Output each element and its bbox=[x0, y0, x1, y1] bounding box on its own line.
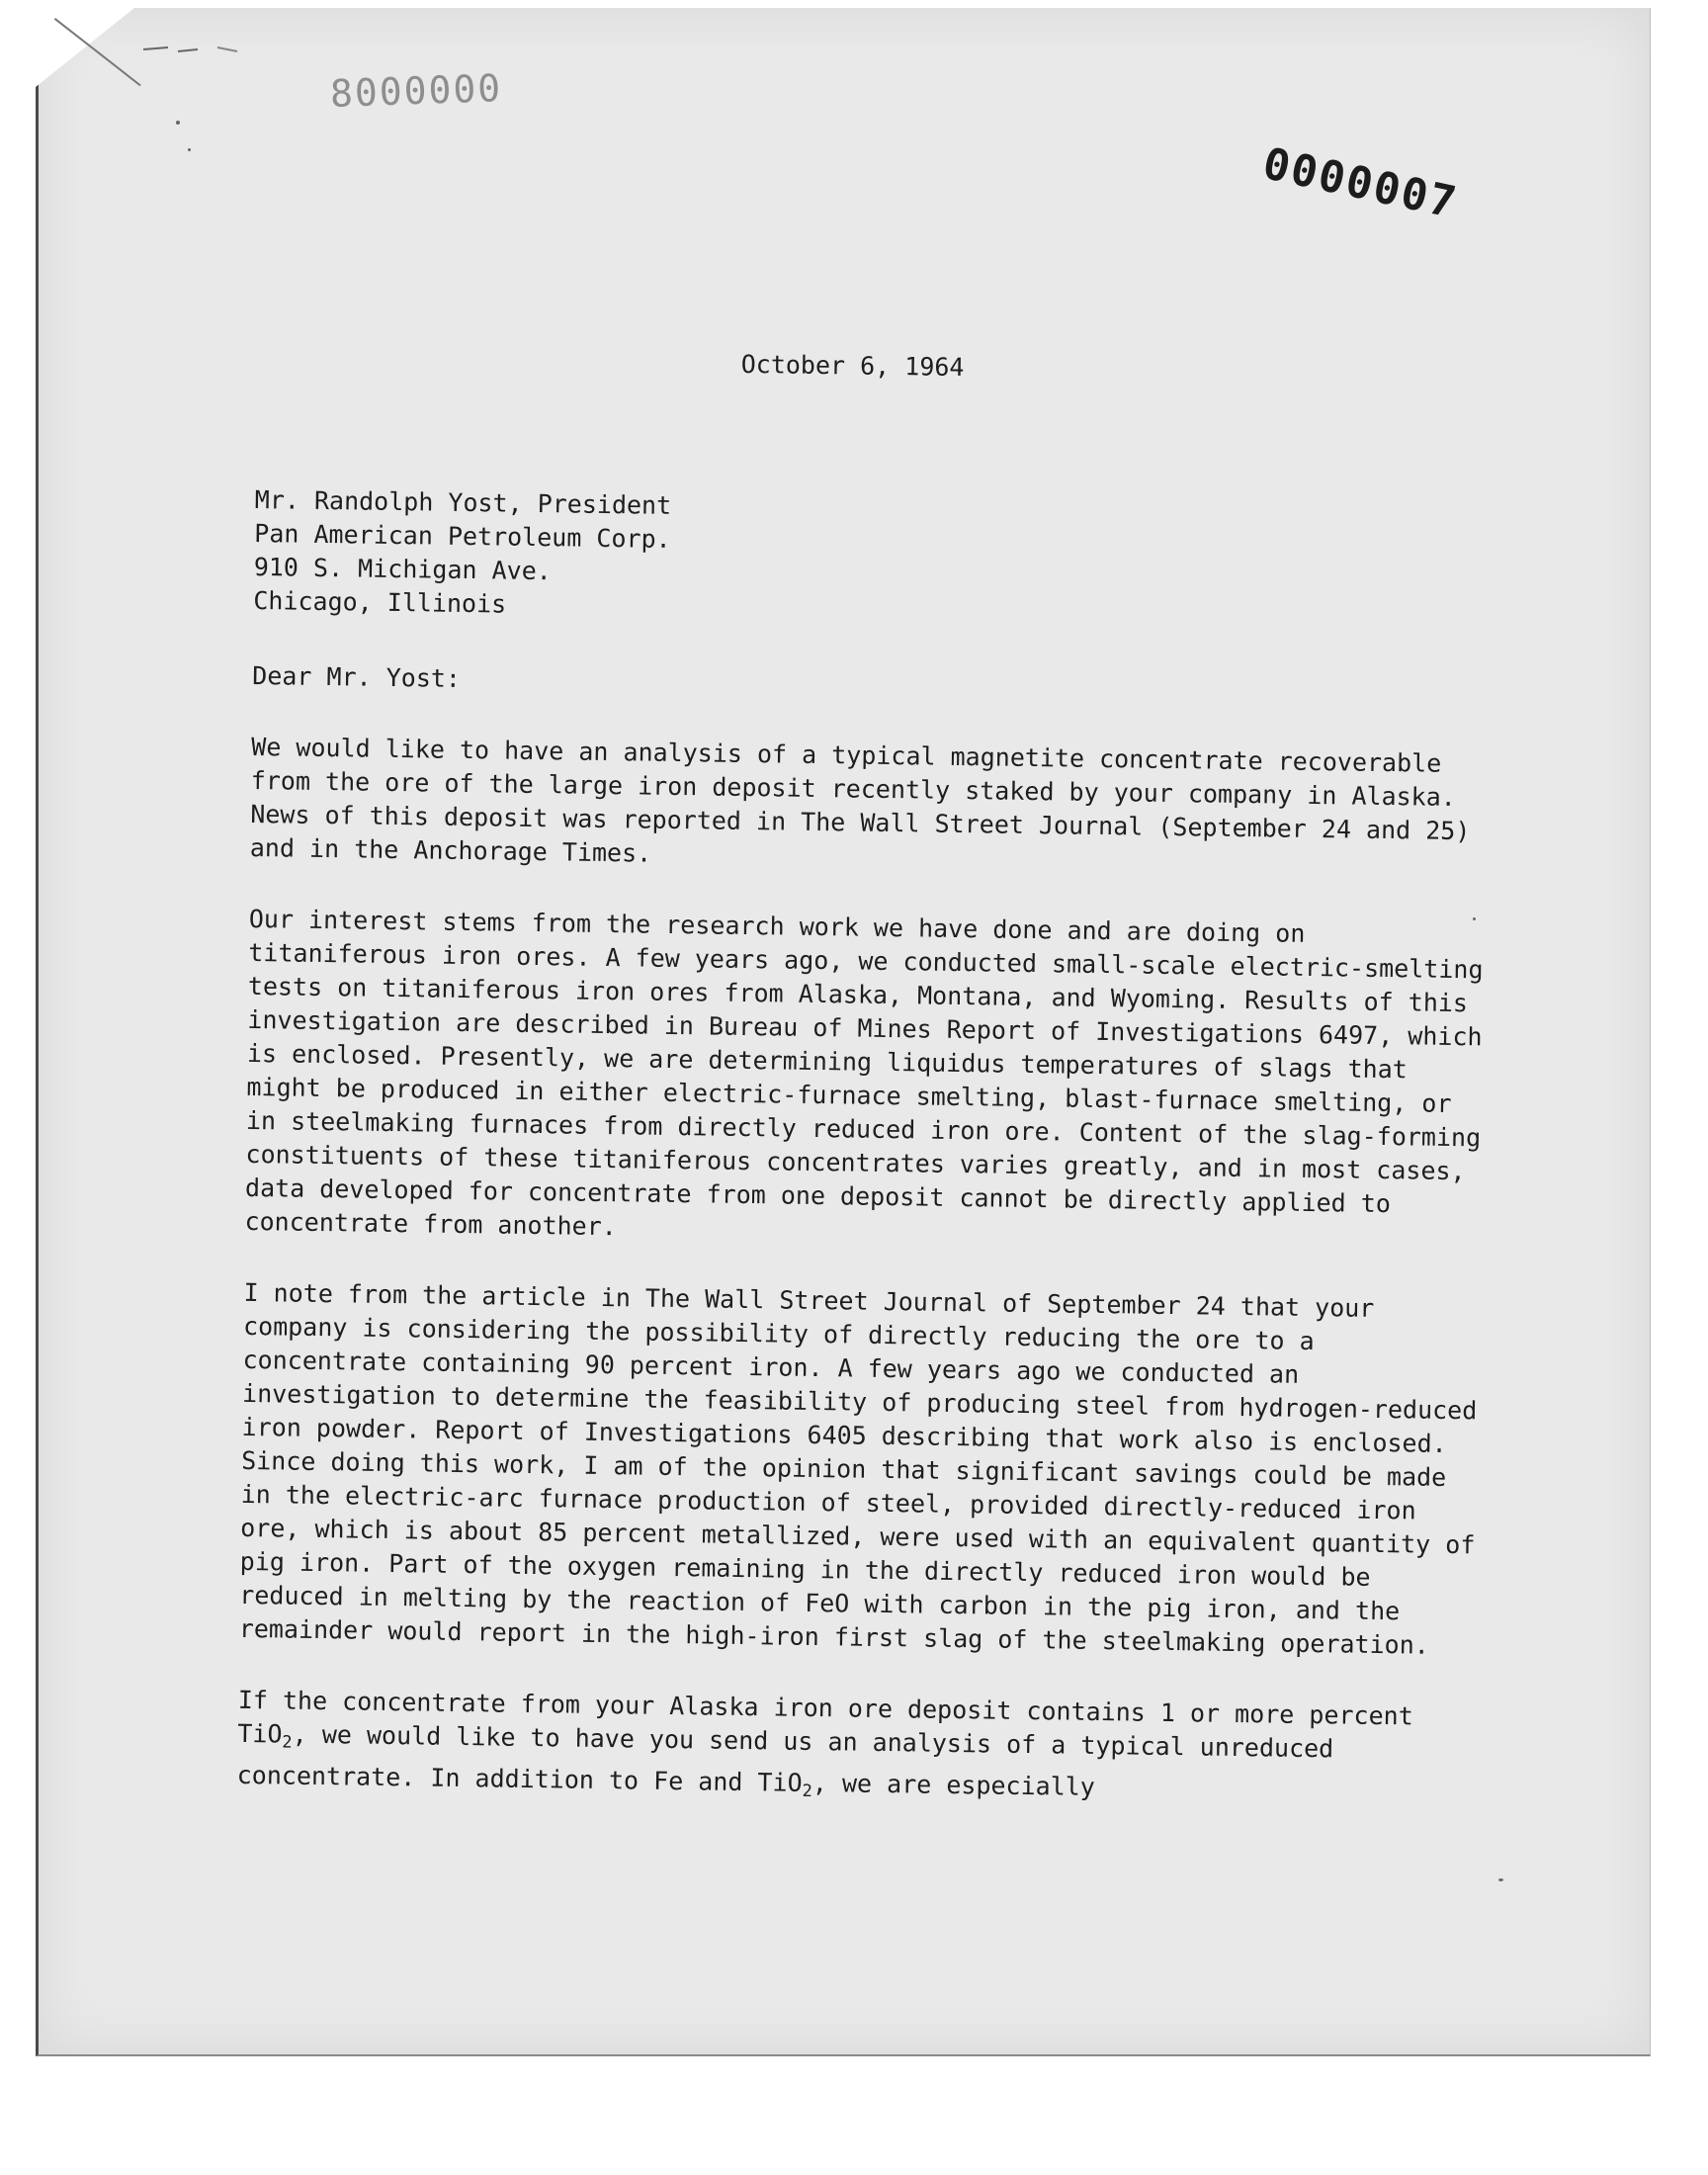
paper-speck bbox=[176, 121, 180, 125]
paper-speck bbox=[1473, 917, 1476, 920]
paper-speck bbox=[1498, 1878, 1503, 1881]
address-line: 910 S. Michigan Ave. bbox=[253, 552, 553, 586]
document-stamp-faint: 8000000 bbox=[329, 65, 503, 117]
folded-corner bbox=[36, 8, 134, 87]
letter-date: October 6, 1964 bbox=[740, 349, 965, 382]
paragraph: I note from the article in The Wall Street Journal of September 24 that your company is considering the possibility of directly reducing the ore to a concentrate containing 90 percent iron. A few years ago we conducted an investigation to determine the feasibility of producing steel from hydrogen-reduced iron powder. Report of Investigations 6405 describing that work also is enclosed. Since doing this work, I am of the opinion that significant savings could be made in the electric-arc furnace production of steel, provided directly-reduced iron ore, which is about 85 percent metallized, were used with an equivalent quantity of pig iron. Part of the oxygen remaining in the directly reduced iron would be reduced in melting by the reaction of FeO with carbon in the pig iron, and the remainder would report in the high-iron first slag of the steelmaking operation. bbox=[238, 1277, 1478, 1660]
document-stamp-page-number: 0000007 bbox=[1258, 138, 1463, 229]
salutation: Dear Mr. Yost: bbox=[252, 660, 462, 693]
text-segment: , we are especially bbox=[811, 1768, 1096, 1801]
address-line: Pan American Petroleum Corp. bbox=[254, 518, 671, 554]
subscript: 2 bbox=[802, 1781, 812, 1801]
pen-marks bbox=[138, 30, 257, 69]
paragraph: Our interest stems from the research work we have done and are doing on titaniferous iron ores. A few years ago, we conducted small-scale electric-smelting tests on titaniferous iron ores from Alaska, Montana, and Wyoming. Results of this investigation are described in Bureau of Mines Report of Investigations 6497, which is enclosed. Presently, we are determining liquidus temperatures of slags that might be produced in either electric-furnace smelting, blast-furnace smelting, or in steelmaking furnaces from directly reduced iron ore. Content of the slag-forming constituents of these titaniferous concentrates varies greatly, and in most cases, data developed for concentrate from one deposit cannot be directly applied to concentrate from another. bbox=[244, 904, 1484, 1242]
paragraph-final bbox=[236, 1684, 1474, 1817]
recipient-address bbox=[253, 483, 1491, 635]
subscript: 2 bbox=[282, 1732, 293, 1753]
letter-body bbox=[236, 341, 1493, 1855]
text-segment: If the concentrate from your Alaska iron ore deposit contains 1 or more percent TiO bbox=[237, 1685, 1413, 1749]
address-line: Chicago, Illinois bbox=[253, 585, 507, 619]
paper-speck bbox=[188, 148, 191, 151]
paragraph: We would like to have an analysis of a typical magnetite concentrate recoverable from the ore of the large iron deposit recently staked by your company in Alaska. News of this deposit was reported in The Wall Street Journal (September 24 and 25) and in the Anchorage Times. bbox=[249, 732, 1471, 868]
text-segment: , we would like to have you send us an analysis of a typical unreduced concentrate. In addition to Fe and TiO bbox=[236, 1719, 1334, 1797]
address-line: Mr. Randolph Yost, President bbox=[254, 484, 672, 520]
